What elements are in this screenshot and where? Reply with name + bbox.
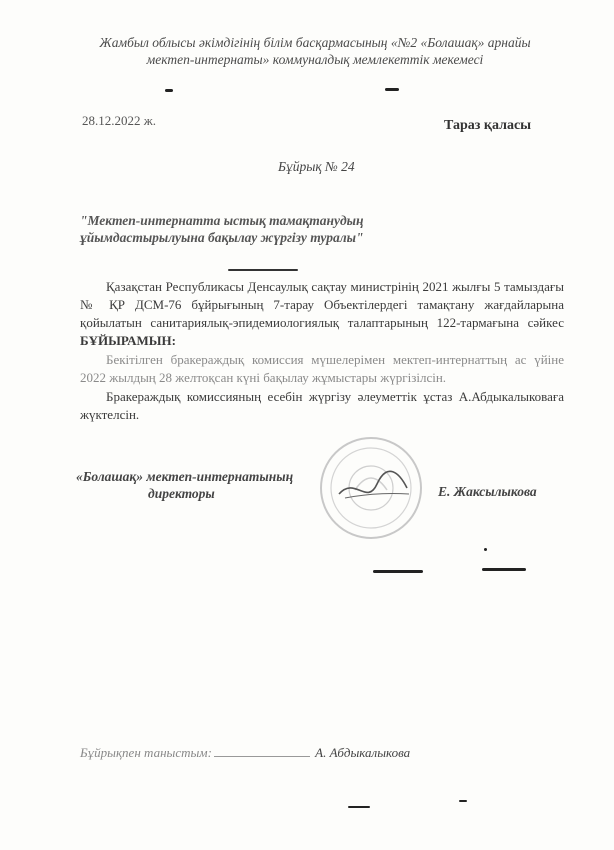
director-org-line: «Болашақ» мектеп-интернатының	[76, 469, 294, 484]
scan-artifact	[165, 89, 173, 92]
acknowledgement-label: Бұйрықпен таныстым:	[80, 745, 212, 760]
subject-line-1: "Мектеп-интернатта ыстық тамақтанудың	[80, 213, 364, 228]
order-item-2: Бракераждық комиссияның есебін жүргізу әлеуметтік ұстаз А.Абдыкалыковаға жүктелсін.	[80, 389, 564, 422]
scan-artifact	[373, 570, 423, 573]
scan-artifact	[484, 548, 487, 551]
director-name: Е. Жаксылыкова	[438, 484, 537, 499]
order-item-1: Бекітілген бракераждық комиссия мүшелерімен мектеп-интернаттың ас үйіне 2022 жылдың 28 желтоқсан күні бақылау жұмыстары жүргізілсін.	[80, 352, 564, 385]
header-line-2: мектеп-интернаты» коммуналдық мемлекеттік мекемесі	[146, 52, 484, 67]
acknowledgement-line	[80, 745, 410, 761]
order-subject	[80, 212, 410, 246]
order-body	[80, 278, 564, 425]
scan-artifact	[348, 806, 370, 808]
order-date: 28.12.2022 ж.	[82, 113, 156, 128]
director-position: директоры	[148, 486, 215, 501]
preamble-text: Қазақстан Республикасы Денсаулық сақтау министрінің 2021 жылғы 5 тамыздағы № ҚР ДСМ-76 бұйрығының 7-тарау Объектілердегі тамақтану жағдайларына қойылатын санитариялық-эпидемиологиялық талаптарының 122-тармағына сәйкес	[80, 279, 564, 330]
scan-artifact	[482, 568, 526, 571]
subject-line-2: ұйымдастырылуына бақылау жүргізу туралы"	[80, 230, 364, 245]
command-word: БҰЙЫРАМЫН:	[80, 333, 177, 348]
order-number: Бұйрық № 24	[278, 159, 355, 174]
scan-artifact	[385, 88, 399, 91]
director-title	[76, 468, 316, 502]
acknowledgement-name: А. Абдыкалыкова	[315, 745, 411, 760]
official-stamp	[315, 432, 427, 544]
preamble-paragraph	[80, 278, 564, 350]
scan-artifact	[459, 800, 467, 802]
institution-header	[70, 34, 560, 68]
scan-artifact	[228, 269, 298, 271]
header-line-1: Жамбыл облысы әкімдігінің білім басқармасының «№2 «Болашақ» арнайы	[99, 35, 531, 50]
city-name: Тараз қаласы	[444, 118, 532, 133]
signature-blank	[214, 756, 310, 757]
